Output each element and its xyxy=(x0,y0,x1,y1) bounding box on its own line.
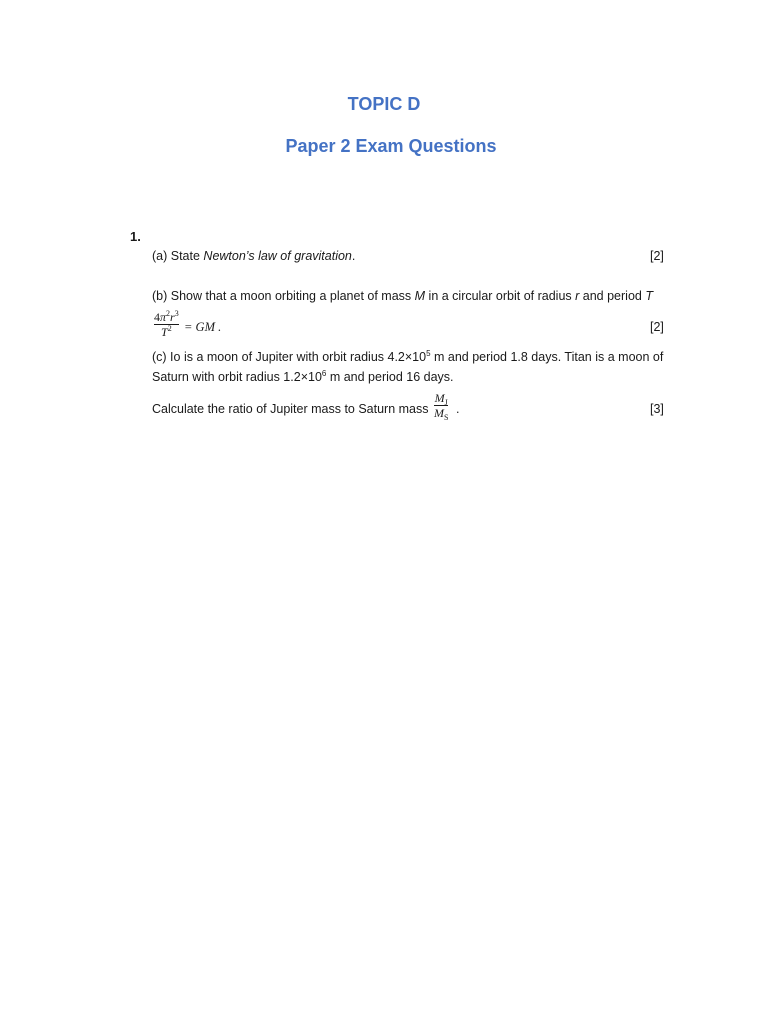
kepler-num-pi: π xyxy=(160,310,167,324)
mass-ratio-den-M: M xyxy=(434,406,444,420)
kepler-num-exp2: 2 xyxy=(166,309,171,318)
part-a-prefix: (a) State xyxy=(152,249,204,263)
kepler-equation-rhs: = GM . xyxy=(184,320,222,334)
part-b-text-1: (b) Show that a moon orbiting a planet of mass xyxy=(152,289,415,303)
part-c-line-2-exp: 6 xyxy=(321,369,327,378)
part-c-period: . xyxy=(456,402,460,416)
part-b-var-M: M xyxy=(414,289,426,303)
kepler-num-r: r xyxy=(170,310,175,324)
kepler-equation-fraction xyxy=(154,310,179,339)
question-number: 1. xyxy=(130,229,141,244)
mass-ratio-fraction xyxy=(434,391,448,420)
part-c-marks: [3] xyxy=(650,402,664,416)
part-c-line-2 xyxy=(152,367,454,387)
part-b-text xyxy=(152,286,653,306)
mass-ratio-denominator xyxy=(434,406,448,420)
part-b-text-2: in a circular orbit of radius xyxy=(425,289,576,303)
kepler-den-exp: 2 xyxy=(167,324,172,333)
mass-ratio-num-M: M xyxy=(434,391,445,405)
kepler-den-T: T xyxy=(161,325,168,339)
part-a-suffix: . xyxy=(351,249,356,263)
document-title: TOPIC D xyxy=(347,94,421,114)
part-c-line-1 xyxy=(152,347,663,367)
part-c-line-1-b: m and period 1.8 days. Titan is a moon of xyxy=(430,350,664,364)
part-b-marks: [2] xyxy=(650,320,664,334)
document-subtitle: Paper 2 Exam Questions xyxy=(285,136,497,156)
part-b-var-T: T xyxy=(645,289,653,303)
kepler-num-coef: 4 xyxy=(154,310,160,324)
mass-ratio-numerator xyxy=(434,391,448,405)
part-c-line-2-b: m and period 16 days. xyxy=(326,370,454,384)
kepler-num-exp3: 3 xyxy=(174,309,179,318)
part-c-line-2-a: Saturn with orbit radius 1.2×10 xyxy=(152,370,322,384)
part-b-text-3: and period xyxy=(579,289,646,303)
part-b-var-r: r xyxy=(575,289,580,303)
part-a-marks: [2] xyxy=(650,249,664,263)
part-a-emphasis: Newton’s law of gravitation xyxy=(203,249,352,263)
part-c-line-1-a: (c) Io is a moon of Jupiter with orbit radius 4.2×10 xyxy=(152,350,427,364)
mass-ratio-num-sub: J xyxy=(444,398,448,407)
part-c-line-1-exp: 5 xyxy=(426,349,431,358)
part-a-text xyxy=(152,246,355,266)
kepler-numerator xyxy=(154,310,179,324)
mass-ratio-den-sub: S xyxy=(444,413,449,422)
part-c-line-3: Calculate the ratio of Jupiter mass to Saturn mass xyxy=(152,402,429,416)
kepler-denominator xyxy=(154,325,179,339)
